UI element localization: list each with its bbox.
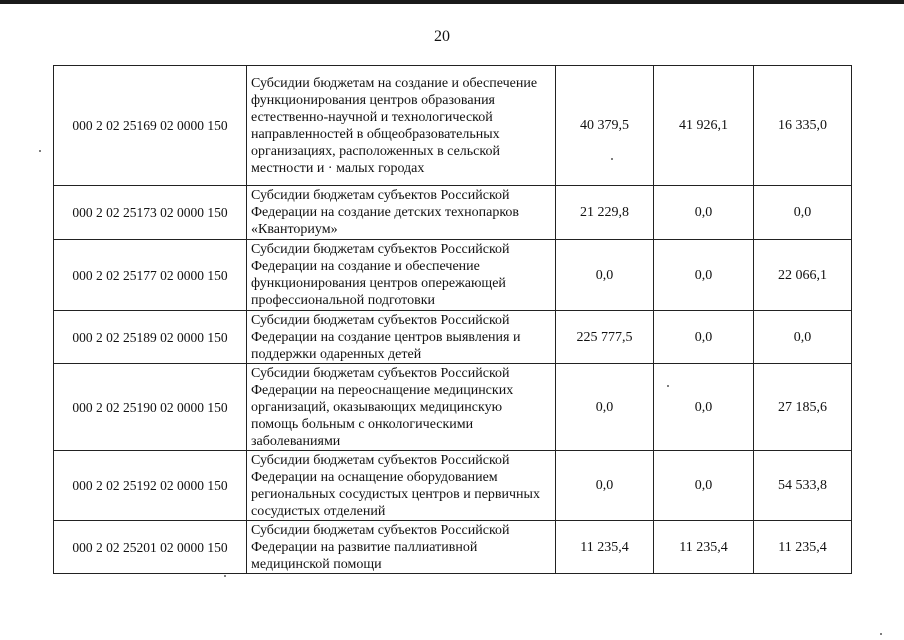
value-cell-year-1: 0,0	[556, 451, 654, 521]
description-cell: Субсидии бюджетам субъектов Российской Федерации на создание и обеспечение функционирования центров опережающей профессиональной подготовки	[247, 240, 556, 311]
value-cell-year-1: 11 235,4	[556, 521, 654, 574]
table-row	[54, 66, 852, 186]
value-cell-year-2: 0,0	[654, 240, 754, 311]
value-cell-year-2: 0,0	[654, 364, 754, 451]
scan-speck	[880, 633, 882, 635]
value-cell-year-2: 0,0	[654, 451, 754, 521]
table-row	[54, 240, 852, 311]
description-cell: Субсидии бюджетам на создание и обеспечение функционирования центров образования естественно-научной и технологической направленностей в общеобразовательных организациях, расположенных в сельской местности и · малых городах	[247, 66, 556, 186]
value-cell-year-1: 0,0	[556, 364, 654, 451]
value-cell-year-3: 0,0	[754, 311, 852, 364]
value-cell-year-3: 54 533,8	[754, 451, 852, 521]
value-cell-year-2: 41 926,1	[654, 66, 754, 186]
budget-code-cell: 000 2 02 25189 02 0000 150	[54, 311, 247, 364]
budget-code-cell: 000 2 02 25190 02 0000 150	[54, 364, 247, 451]
description-cell: Субсидии бюджетам субъектов Российской Федерации на создание центров выявления и поддержки одаренных детей	[247, 311, 556, 364]
value-cell-year-1: 40 379,5	[556, 66, 654, 186]
budget-code-cell: 000 2 02 25169 02 0000 150	[54, 66, 247, 186]
page-number: 20	[434, 28, 450, 45]
scan-speck	[39, 150, 41, 152]
value-cell-year-3: 11 235,4	[754, 521, 852, 574]
description-cell: Субсидии бюджетам субъектов Российской Федерации на создание детских технопарков «Кванториум»	[247, 186, 556, 240]
scan-speck	[224, 575, 226, 577]
budget-code-cell: 000 2 02 25173 02 0000 150	[54, 186, 247, 240]
value-cell-year-1: 225 777,5	[556, 311, 654, 364]
value-cell-year-3: 0,0	[754, 186, 852, 240]
table-row	[54, 451, 852, 521]
top-border-rule	[0, 0, 904, 4]
budget-code-cell: 000 2 02 25177 02 0000 150	[54, 240, 247, 311]
description-cell: Субсидии бюджетам субъектов Российской Федерации на оснащение оборудованием региональных сосудистых центров и первичных сосудистых отделений	[247, 451, 556, 521]
value-cell-year-3: 22 066,1	[754, 240, 852, 311]
value-cell-year-1: 21 229,8	[556, 186, 654, 240]
table-row	[54, 311, 852, 364]
value-cell-year-2: 0,0	[654, 311, 754, 364]
description-cell: Субсидии бюджетам субъектов Российской Федерации на переоснащение медицинских организаций, оказывающих медицинскую помощь больным с онкологическими заболеваниями	[247, 364, 556, 451]
value-cell-year-1: 0,0	[556, 240, 654, 311]
value-cell-year-3: 27 185,6	[754, 364, 852, 451]
budget-revenue-table	[53, 65, 852, 574]
table-row	[54, 521, 852, 574]
scan-speck	[667, 385, 669, 387]
table-row	[54, 364, 852, 451]
scan-speck	[611, 158, 613, 160]
budget-code-cell: 000 2 02 25201 02 0000 150	[54, 521, 247, 574]
value-cell-year-3: 16 335,0	[754, 66, 852, 186]
budget-code-cell: 000 2 02 25192 02 0000 150	[54, 451, 247, 521]
value-cell-year-2: 11 235,4	[654, 521, 754, 574]
value-cell-year-2: 0,0	[654, 186, 754, 240]
table-row	[54, 186, 852, 240]
description-cell: Субсидии бюджетам субъектов Российской Федерации на развитие паллиативной медицинской помощи	[247, 521, 556, 574]
